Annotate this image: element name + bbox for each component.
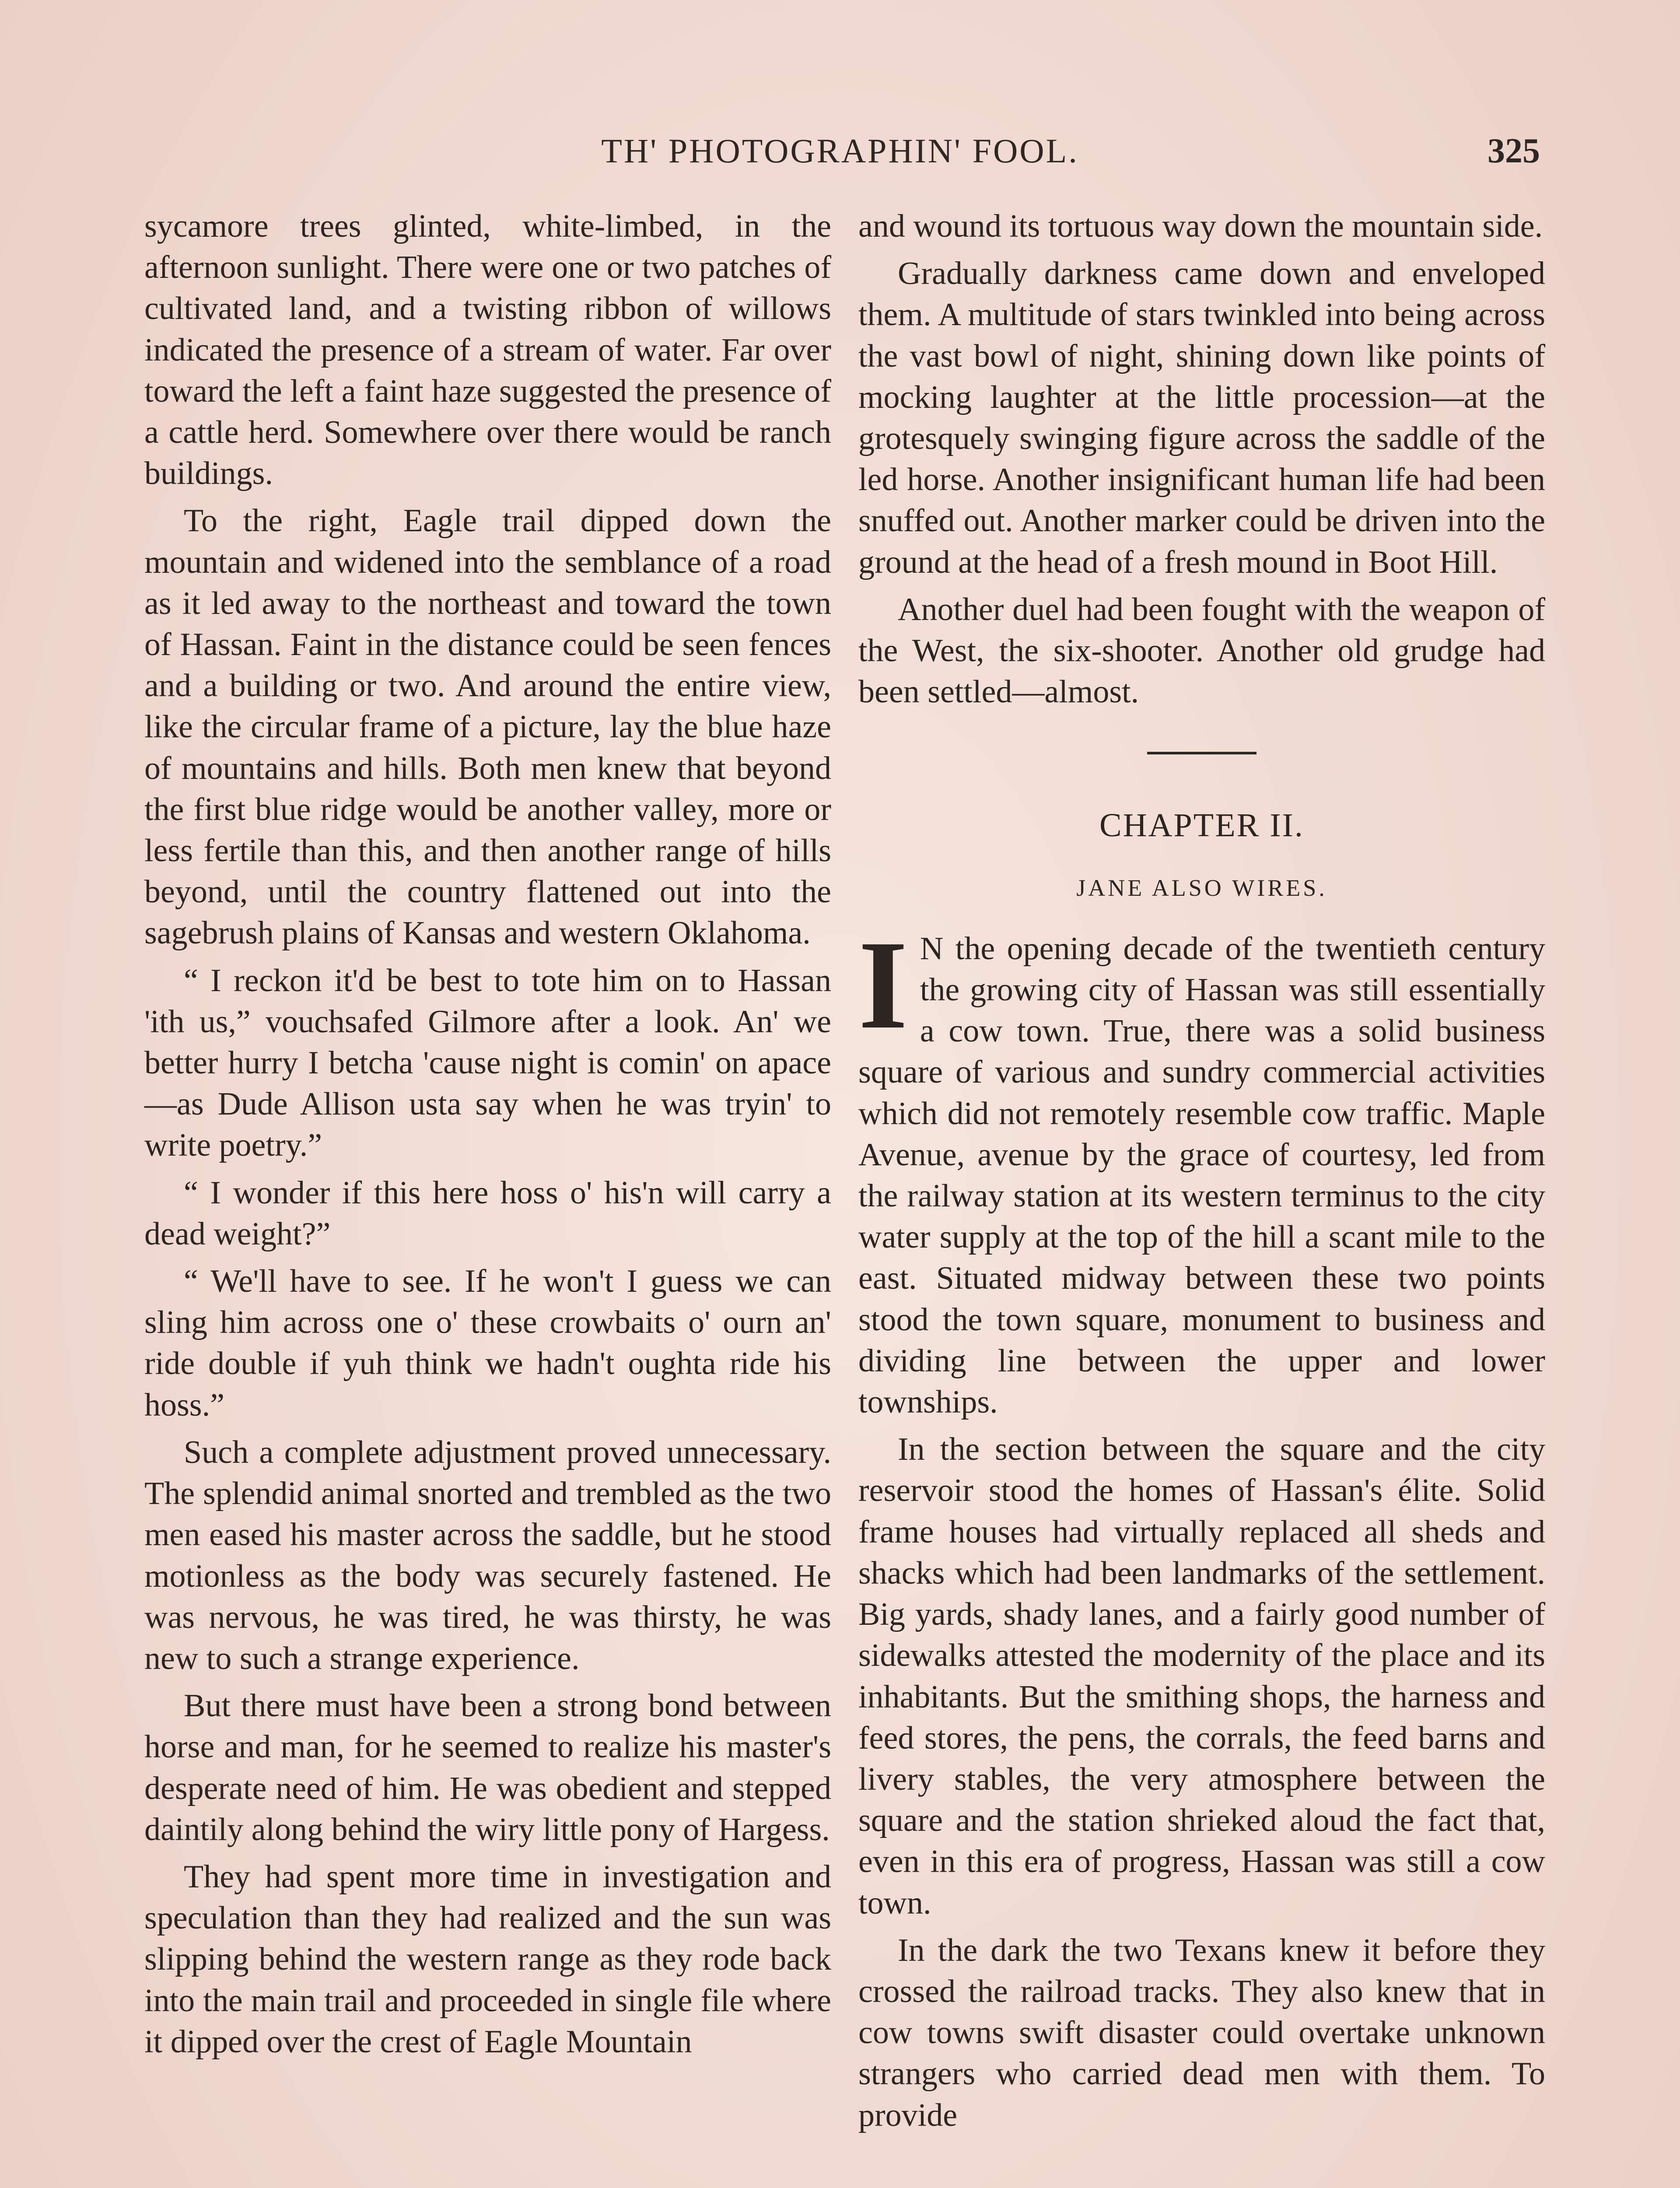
chapter-opening-paragraph <box>858 914 1545 1423</box>
drop-cap: I <box>858 914 908 1055</box>
paragraph: But there must have been a strong bond between horse and man, for he seemed to realize his master's desperate need of him. He was obedient and stepped daintily along behind the wiry little pony of Hargess. <box>144 1688 831 1848</box>
paragraph: Another duel had been fought with the weapon of the West, the six-shooter. Another old grudge had been settled—almost. <box>858 591 1545 710</box>
page-number: 325 <box>1488 132 1540 170</box>
paragraph: sycamore trees glinted, white-limbed, in the afternoon sunlight. There were one or two patches of cultivated land, and a twisting ribbon of willows indicated the presence of a stream of water. Far over toward the left a faint haze suggested the presence of a cattle herd. Somewhere over there would be ranch buildings. <box>144 208 831 492</box>
page-header <box>140 131 1540 179</box>
left-column <box>144 206 831 2069</box>
paragraph: In the section between the square and the city reservoir stood the homes of Hassan's élite. Solid frame houses had virtually replaced all sheds and shacks which had been landmarks of the settlement. Big yards, shady lanes, and a fairly good number of sidewalks attested the modernity of the place and its inhabitants. But the smithing shops, the harness and feed stores, the pens, the corrals, the feed barns and livery stables, the very atmosphere between the square and the station shrieked aloud the fact that, even in this era of progress, Hassan was still a cow town. <box>858 1431 1545 1921</box>
opening-text: N the opening decade of the twentieth century the growing city of Hassan was still essentially a cow town. True, there was a solid business square of various and sundry commercial activities which did not remotely resemble cow traffic. Maple Avenue, avenue by the grace of courtesy, led from the railway station at its western terminus to the city water supply at the top of the hill a scant mile to the east. Situated midway between these two points stood the town square, monument to business and dividing line between the upper and lower townships. <box>858 930 1545 1420</box>
paragraph: “ I wonder if this here hoss o' his'n will carry a dead weight?” <box>144 1175 831 1252</box>
chapter-heading: CHAPTER II. <box>1099 807 1304 844</box>
paragraph: “ I reckon it'd be best to tote him on to Hassan 'ith us,” vouchsafed Gilmore after a look. An' we better hurry I betcha 'cause night is comin' on apace—as Dude Allison usta say when he was tryin' to write poetry.” <box>144 962 831 1164</box>
paragraph: Gradually darkness came down and enveloped them. A multitude of stars twinkled into being across the vast bowl of night, shining down like points of mocking laughter at the little procession—at the grotesquely swinging figure across the saddle of the led horse. Another insignificant human life had been snuffed out. Another marker could be driven into the ground at the head of a fresh mound in Boot Hill. <box>858 256 1545 580</box>
chapter-divider <box>1147 752 1256 754</box>
right-column <box>858 206 1545 2142</box>
paragraph: and wound its tortuous way down the mountain side. <box>858 208 1543 244</box>
paragraph: In the dark the two Texans knew it before they crossed the railroad tracks. They also knew that in cow towns swift disaster could overtake unknown strangers who carried dead men with them. To provide <box>858 1932 1545 2133</box>
running-title: TH' PHOTOGRAPHIN' FOOL. <box>601 132 1079 170</box>
paragraph: To the right, Eagle trail dipped down the mountain and widened into the semblance of a road as it led away to the northeast and toward the town of Hassan. Faint in the distance could be seen fences and a building or two. And around the entire view, like the circular frame of a picture, lay the blue haze of mountains and hills. Both men knew that beyond the first blue ridge would be another valley, more or less fertile than this, and then another range of hills beyond, until the country flattened out into the sagebrush plains of Kansas and western Oklahoma. <box>144 503 831 951</box>
chapter-subtitle: JANE ALSO WIRES. <box>1076 874 1327 901</box>
paragraph: “ We'll have to see. If he won't I guess we can sling him across one o' these crowbaits o' ourn an' ride double if yuh think we hadn't oughta ride his hoss.” <box>144 1263 831 1423</box>
paragraph: They had spent more time in investigation and speculation than they had realized and the sun was slipping behind the western range as they rode back into the main trail and proceeded in single file where it dipped over the crest of Eagle Mountain <box>144 1858 831 2060</box>
paragraph: Such a complete adjustment proved unnecessary. The splendid animal snorted and trembled as the two men eased his master across the saddle, but he stood motionless as the body was securely fastened. He was nervous, he was tired, he was thirsty, he was new to such a strange experience. <box>144 1434 831 1676</box>
